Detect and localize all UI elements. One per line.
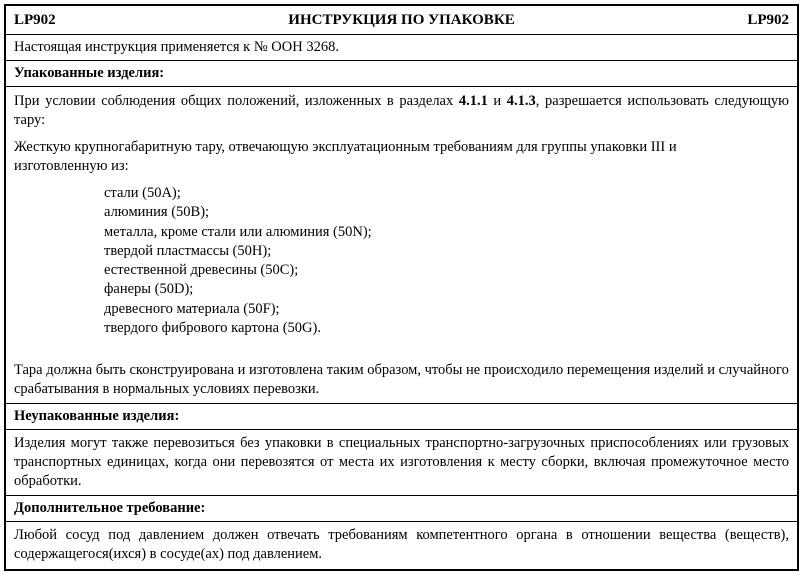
packaged-intro-part1: При условии соблюдения общих положений, изложенных в разделах bbox=[14, 93, 459, 109]
reference-4-1-3: 4.1.3 bbox=[506, 93, 536, 109]
instruction-code-left: LP902 bbox=[14, 11, 56, 28]
instruction-code-right: LP902 bbox=[747, 11, 789, 28]
packaged-intro-and: и bbox=[487, 93, 507, 109]
reference-4-1-1: 4.1.1 bbox=[458, 93, 488, 109]
unpackaged-text: Изделия могут также перевозиться без упаковки в специальных транспортно-загрузочных приспособлениях или грузовых транспортных единицах, когда они перевозятся от места их изготовления к месту сборки, включая промежуточное место обработки. bbox=[14, 435, 789, 490]
design-note: Тара должна быть сконструирована и изготовлена таким образом, чтобы не происходило перемещения изделий и случайного срабатывания в нормальных условиях перевозки. bbox=[14, 362, 789, 398]
unpackaged-section bbox=[6, 404, 797, 496]
additional-section bbox=[6, 496, 797, 569]
packaged-heading: Упакованные изделия: bbox=[6, 61, 797, 87]
material-item: твердого фибрового картона (50G). bbox=[104, 320, 321, 337]
applicability-row bbox=[6, 35, 797, 61]
material-item: твердой пластмассы (50H); bbox=[104, 242, 272, 259]
packaged-section bbox=[6, 61, 797, 404]
additional-heading: Дополнительное требование: bbox=[6, 496, 797, 522]
spacer bbox=[6, 338, 797, 358]
material-item: металла, кроме стали или алюминия (50N); bbox=[104, 223, 372, 240]
material-item: стали (50A); bbox=[104, 185, 181, 201]
unpackaged-heading: Неупакованные изделия: bbox=[6, 404, 797, 430]
packaged-intro bbox=[6, 87, 797, 133]
material-item: алюминия (50B); bbox=[104, 204, 210, 221]
applicability-text: Настоящая инструкция применяется к № ООН 3268. bbox=[14, 39, 339, 55]
materials-list bbox=[6, 184, 797, 338]
table-header bbox=[6, 6, 797, 35]
material-item: фанеры (50D); bbox=[104, 281, 194, 298]
material-item: естественной древесины (50C); bbox=[104, 262, 299, 279]
instruction-title: ИНСТРУКЦИЯ ПО УПАКОВКЕ bbox=[288, 11, 515, 28]
material-item: древесного материала (50F); bbox=[104, 300, 280, 317]
packing-instruction-table bbox=[4, 4, 799, 571]
additional-text: Любой сосуд под давлением должен отвечать требованиям компетентного органа в отношении вещества (веществ), содержащегося(ихся) в сосуде(ах) под давлением. bbox=[14, 527, 789, 563]
container-description: Жесткую крупногабаритную тару, отвечающую эксплуатационным требованиям для группы упаковки III и изготовленную из: bbox=[14, 139, 677, 174]
packaged-intro-part2: , разрешается использовать следующую тару: bbox=[14, 93, 789, 128]
